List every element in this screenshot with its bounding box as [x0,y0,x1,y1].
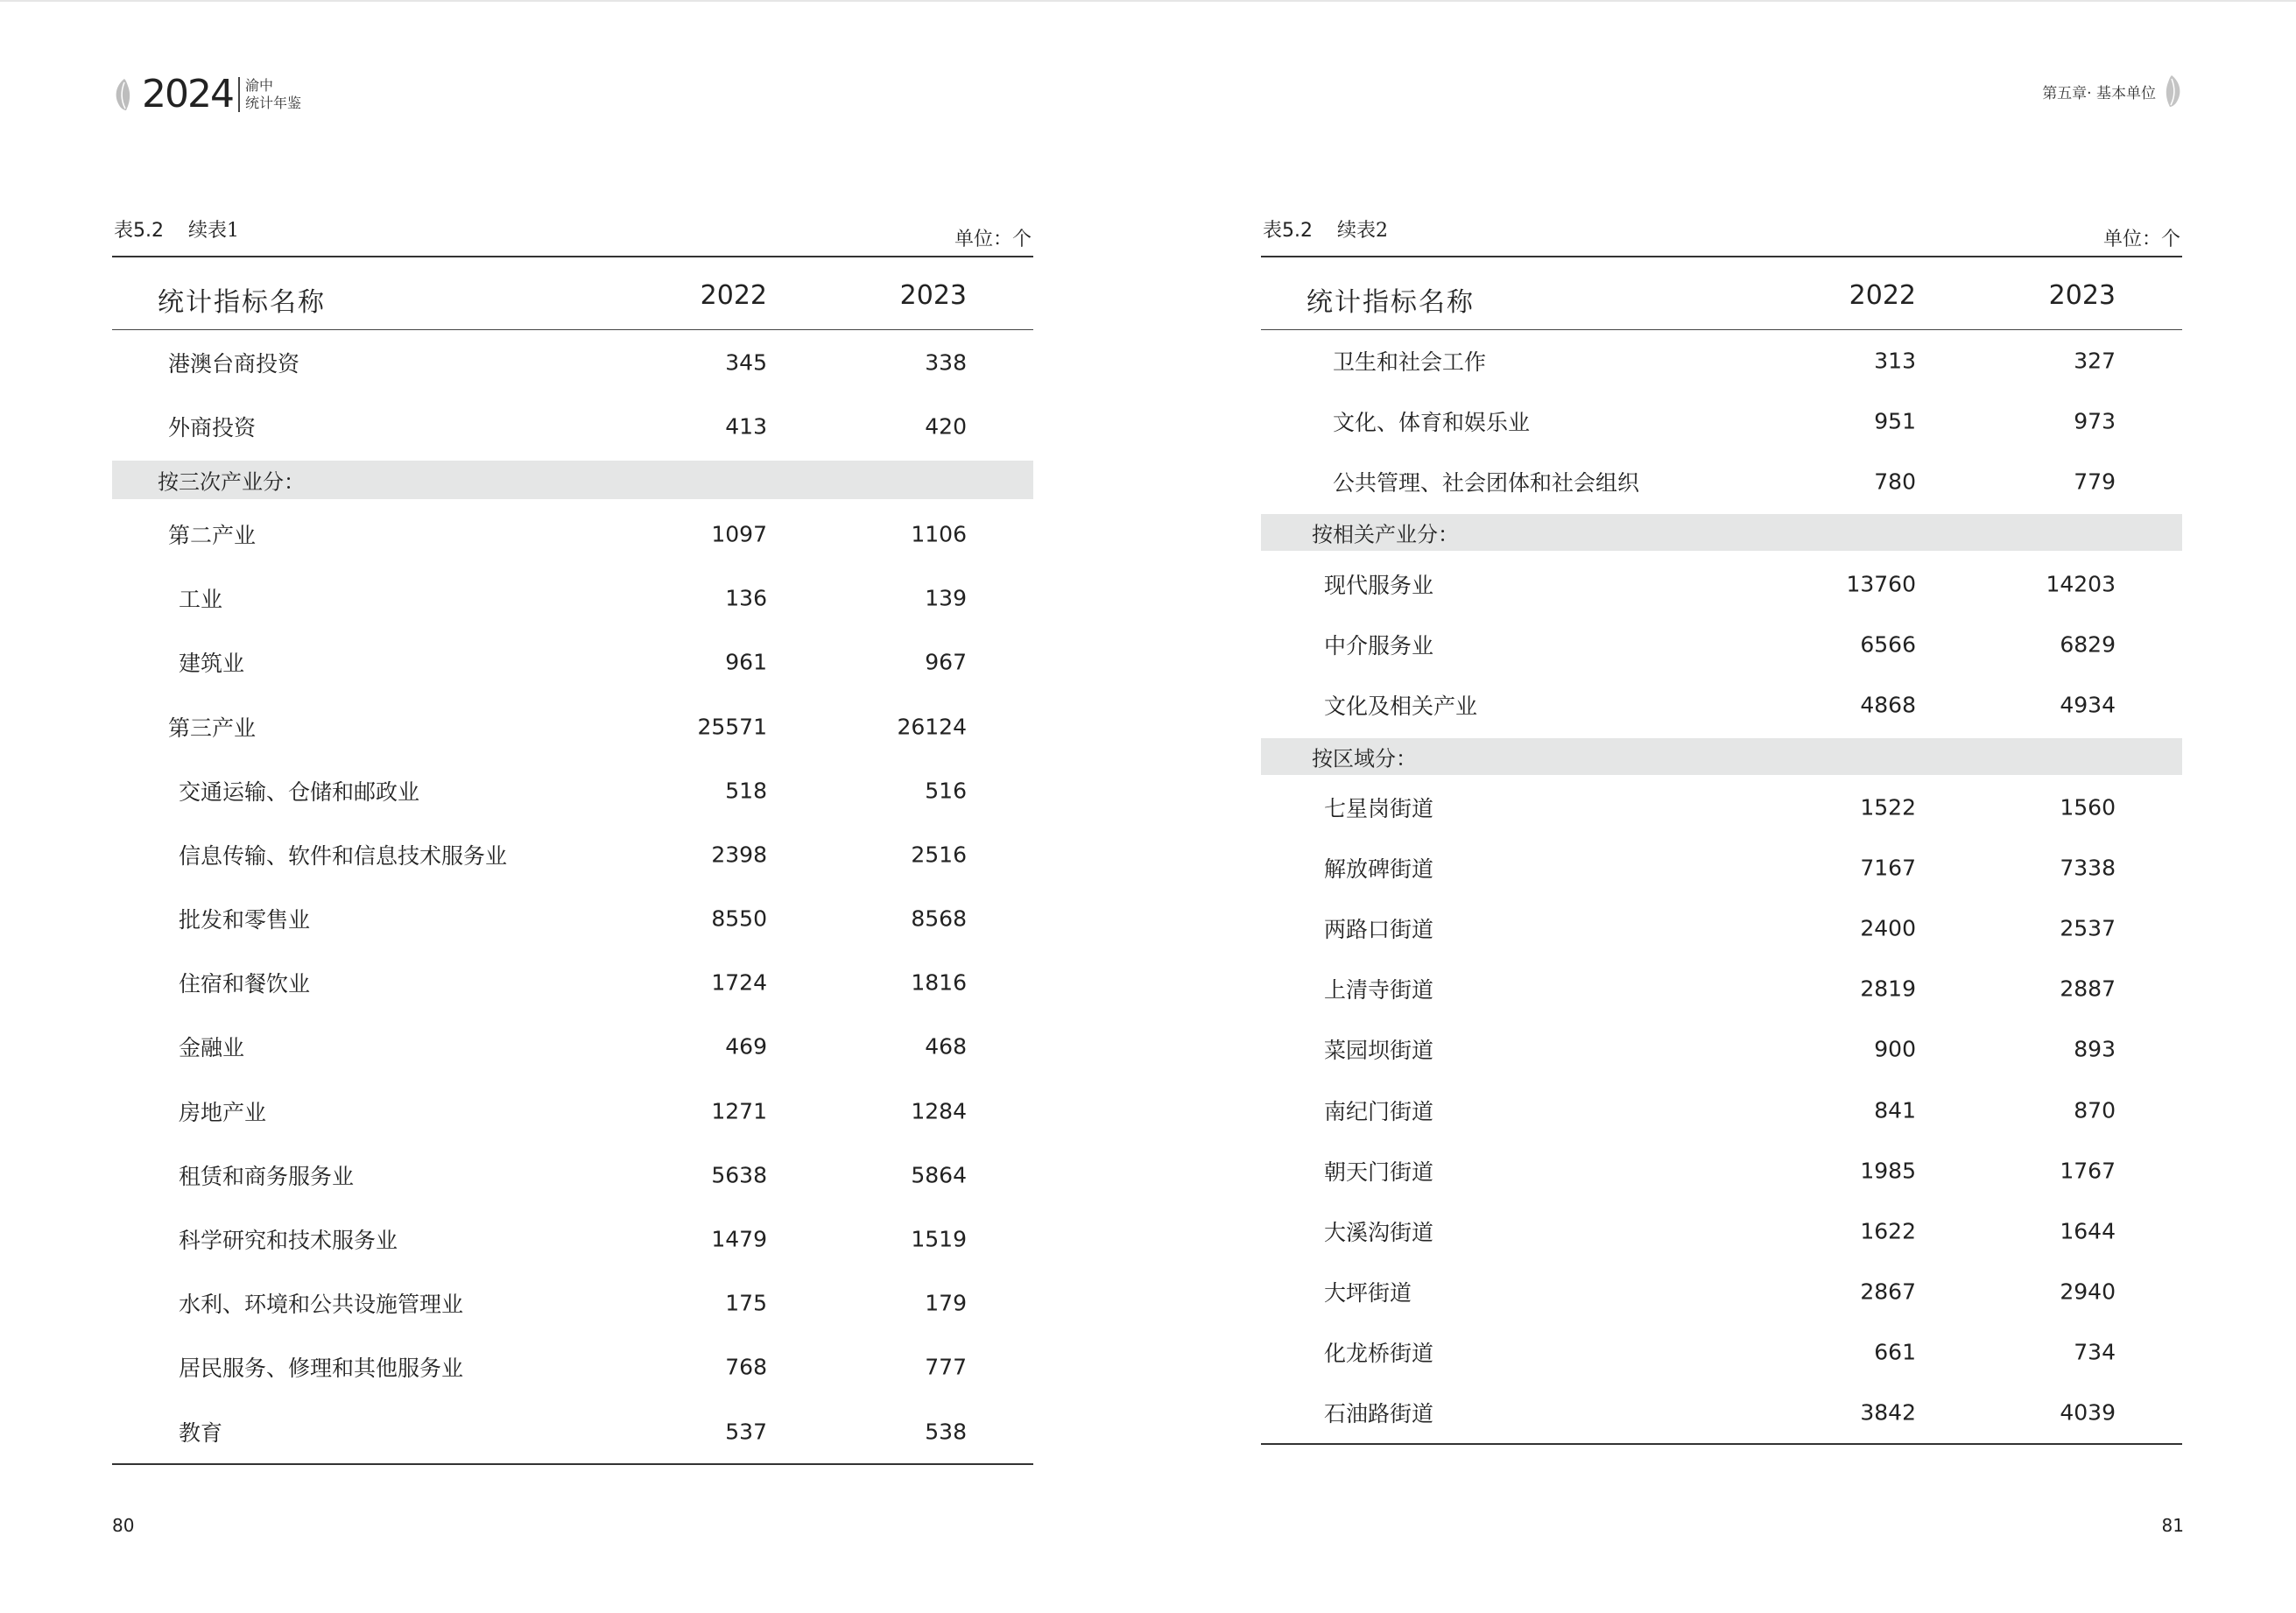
indicator-name: 朝天门街道 [1324,1159,1434,1185]
table-row [1261,1019,2182,1080]
value-2023: 4039 [2060,1399,2116,1426]
value-2022: 2398 [711,842,767,868]
indicator-name: 大溪沟街道 [1324,1219,1434,1245]
table-row [112,822,1033,886]
table-row [1261,1383,2182,1443]
value-2022: 1622 [1860,1218,1916,1244]
table-row [1261,1140,2182,1201]
yearbook-brand [245,77,301,112]
section-row [112,461,1033,499]
value-2022: 5638 [711,1162,767,1188]
value-2023: 179 [925,1290,967,1316]
indicator-name: 工业 [179,587,223,613]
value-2022: 768 [725,1354,767,1380]
yearbook-year: 2024 [142,72,233,116]
page-number-left: 80 [112,1515,135,1536]
table-row [112,502,1033,566]
value-2022: 900 [1874,1036,1916,1062]
table-continued-2 [1261,210,2182,1445]
value-2023: 26124 [897,714,967,740]
value-2023: 2940 [2060,1278,2116,1305]
table-row [1261,553,2182,614]
value-2023: 6829 [2060,631,2116,658]
table-row [112,951,1033,1015]
value-2023: 1106 [911,521,967,547]
indicator-name: 教育 [179,1419,223,1446]
value-2023: 327 [2074,348,2116,374]
table-row [1261,898,2182,959]
table-title [114,215,239,243]
indicator-name: 上清寺街道 [1324,977,1434,1004]
value-2023: 777 [925,1354,967,1380]
value-2022: 2400 [1860,915,1916,941]
indicator-name: 金融业 [179,1035,245,1061]
table-bottom-rule [1261,1443,2182,1445]
table-row [1261,391,2182,451]
section-label: 按三次产业分： [158,469,305,495]
indicator-name: 外商投资 [168,414,257,440]
table-caption [1261,210,2182,256]
header-year-2023: 2023 [899,280,967,311]
value-2023: 2887 [2060,976,2116,1002]
indicator-name: 解放碑街道 [1324,856,1434,883]
indicator-name: 第二产业 [168,522,257,548]
table-row [1261,838,2182,898]
page-number-right: 81 [2161,1515,2184,1536]
indicator-name: 居民服务、修理和其他服务业 [179,1356,464,1382]
section-row [1261,738,2182,775]
table-row [1261,1080,2182,1140]
section-row [1261,514,2182,551]
indicator-name: 公共管理、社会团体和社会组织 [1333,469,1640,496]
value-2022: 1271 [711,1098,767,1124]
value-2023: 4934 [2060,692,2116,718]
indicator-name: 水利、环境和公共设施管理业 [179,1292,464,1318]
indicator-name: 租赁和商务服务业 [179,1163,355,1189]
indicator-name: 七星岗街道 [1324,796,1434,822]
value-2022: 2867 [1860,1278,1916,1305]
header-year-2023: 2023 [2048,280,2116,311]
top-border [0,0,2296,2]
value-2022: 1522 [1860,794,1916,821]
brand-divider [238,77,240,112]
value-2023: 468 [925,1033,967,1060]
indicator-name: 现代服务业 [1324,572,1434,598]
value-2023: 1560 [2060,794,2116,821]
value-2022: 136 [725,585,767,611]
indicator-name: 菜园坝街道 [1324,1038,1434,1064]
table-unit: 单位：个 [954,229,1032,250]
table-row [112,567,1033,630]
section-label: 按相关产业分： [1312,522,1459,547]
value-2023: 139 [925,585,967,611]
value-2023: 420 [925,413,967,440]
indicator-name: 两路口街道 [1324,917,1434,943]
value-2022: 961 [725,649,767,675]
value-2023: 973 [2074,408,2116,434]
value-2022: 2819 [1860,976,1916,1002]
table-row [112,330,1033,394]
value-2023: 779 [2074,468,2116,495]
value-2023: 7338 [2060,855,2116,881]
indicator-name: 中介服务业 [1324,632,1434,659]
table-row [1261,330,2182,391]
table-row [112,887,1033,951]
value-2022: 469 [725,1033,767,1060]
value-2022: 841 [1874,1097,1916,1123]
value-2023: 538 [925,1419,967,1445]
indicator-name: 大坪街道 [1324,1279,1412,1306]
indicator-name: 住宿和餐饮业 [179,971,311,997]
value-2022: 3842 [1860,1399,1916,1426]
table-number: 表5.2 [1263,220,1313,242]
value-2023: 967 [925,649,967,675]
value-2022: 661 [1874,1339,1916,1365]
value-2023: 1644 [2060,1218,2116,1244]
table-row [1261,674,2182,735]
table-row [1261,778,2182,838]
value-2023: 5864 [911,1162,967,1188]
value-2023: 14203 [2046,571,2116,597]
table-body [1261,330,2182,1443]
header-year-2022: 2022 [1849,280,1916,311]
table-header [1261,257,2182,329]
value-2023: 8568 [911,905,967,932]
value-2022: 8550 [711,905,767,932]
table-bottom-rule [112,1463,1033,1465]
table-row [112,758,1033,822]
value-2023: 734 [2074,1339,2116,1365]
value-2023: 1816 [911,969,967,996]
indicator-name: 港澳台商投资 [168,350,300,377]
section-label: 按区域分： [1312,746,1417,771]
table-row [112,1143,1033,1207]
table-caption [112,210,1033,256]
table-body [112,330,1033,1463]
indicator-name: 交通运输、仓储和邮政业 [179,778,420,805]
table-unit: 单位：个 [2102,229,2180,250]
table-subtitle: 续表2 [1337,220,1388,242]
indicator-name: 卫生和社会工作 [1333,349,1487,375]
value-2022: 1479 [711,1226,767,1252]
value-2022: 4868 [1860,692,1916,718]
table-row [112,1207,1033,1271]
indicator-name: 文化及相关产业 [1324,694,1478,720]
table-row [1261,1321,2182,1382]
table-row [112,1271,1033,1335]
value-2022: 537 [725,1419,767,1445]
table-row [112,1335,1033,1399]
value-2023: 338 [925,349,967,376]
table-row [1261,1261,2182,1321]
value-2023: 893 [2074,1036,2116,1062]
value-2022: 1724 [711,969,767,996]
chapter-text: 第五章· 基本单位 [2042,84,2156,102]
brand-line-2: 统计年鉴 [244,95,301,111]
indicator-name: 南纪门街道 [1324,1098,1434,1124]
value-2023: 2537 [2060,915,2116,941]
value-2022: 25571 [697,714,767,740]
table-row [1261,1201,2182,1261]
indicator-name: 建筑业 [179,651,245,677]
table-row [112,630,1033,694]
indicator-name: 第三产业 [168,715,257,741]
table-continued-1 [112,210,1033,1465]
chapter-title [2042,74,2184,109]
indicator-name: 石油路街道 [1324,1401,1434,1427]
table-row [1261,451,2182,511]
header-indicator-name: 统计指标名称 [158,287,326,318]
value-2022: 951 [1874,408,1916,434]
value-2023: 1519 [911,1226,967,1252]
value-2022: 518 [725,778,767,804]
value-2023: 516 [925,778,967,804]
value-2022: 13760 [1846,571,1916,597]
indicator-name: 科学研究和技术服务业 [179,1228,398,1254]
value-2022: 6566 [1860,631,1916,658]
table-row [112,1079,1033,1143]
table-title [1263,215,1388,243]
table-row [112,394,1033,458]
table-subtitle: 续表1 [188,220,239,242]
table-header [112,257,1033,329]
indicator-name: 信息传输、软件和信息技术服务业 [179,842,508,869]
value-2023: 1767 [2060,1158,2116,1184]
value-2022: 175 [725,1290,767,1316]
value-2022: 7167 [1860,855,1916,881]
indicator-name: 文化、体育和娱乐业 [1333,409,1531,435]
value-2023: 2516 [911,842,967,868]
value-2022: 780 [1874,468,1916,495]
value-2022: 345 [725,349,767,376]
value-2022: 413 [725,413,767,440]
value-2022: 313 [1874,348,1916,374]
leaf-emblem-icon [2161,74,2184,109]
header-indicator-name: 统计指标名称 [1306,287,1475,318]
table-row [1261,614,2182,674]
value-2022: 1097 [711,521,767,547]
header-year-2022: 2022 [700,280,767,311]
value-2022: 1985 [1860,1158,1916,1184]
yearbook-logo [112,68,301,121]
value-2023: 1284 [911,1098,967,1124]
brand-line-1: 渝中 [244,77,273,94]
indicator-name: 房地产业 [179,1099,267,1125]
leaf-emblem-icon [112,77,135,112]
table-row [112,694,1033,758]
table-number: 表5.2 [114,220,164,242]
table-row [112,1015,1033,1079]
value-2023: 870 [2074,1097,2116,1123]
table-row [1261,959,2182,1019]
indicator-name: 化龙桥街道 [1324,1340,1434,1366]
indicator-name: 批发和零售业 [179,907,311,933]
table-row [112,1399,1033,1463]
